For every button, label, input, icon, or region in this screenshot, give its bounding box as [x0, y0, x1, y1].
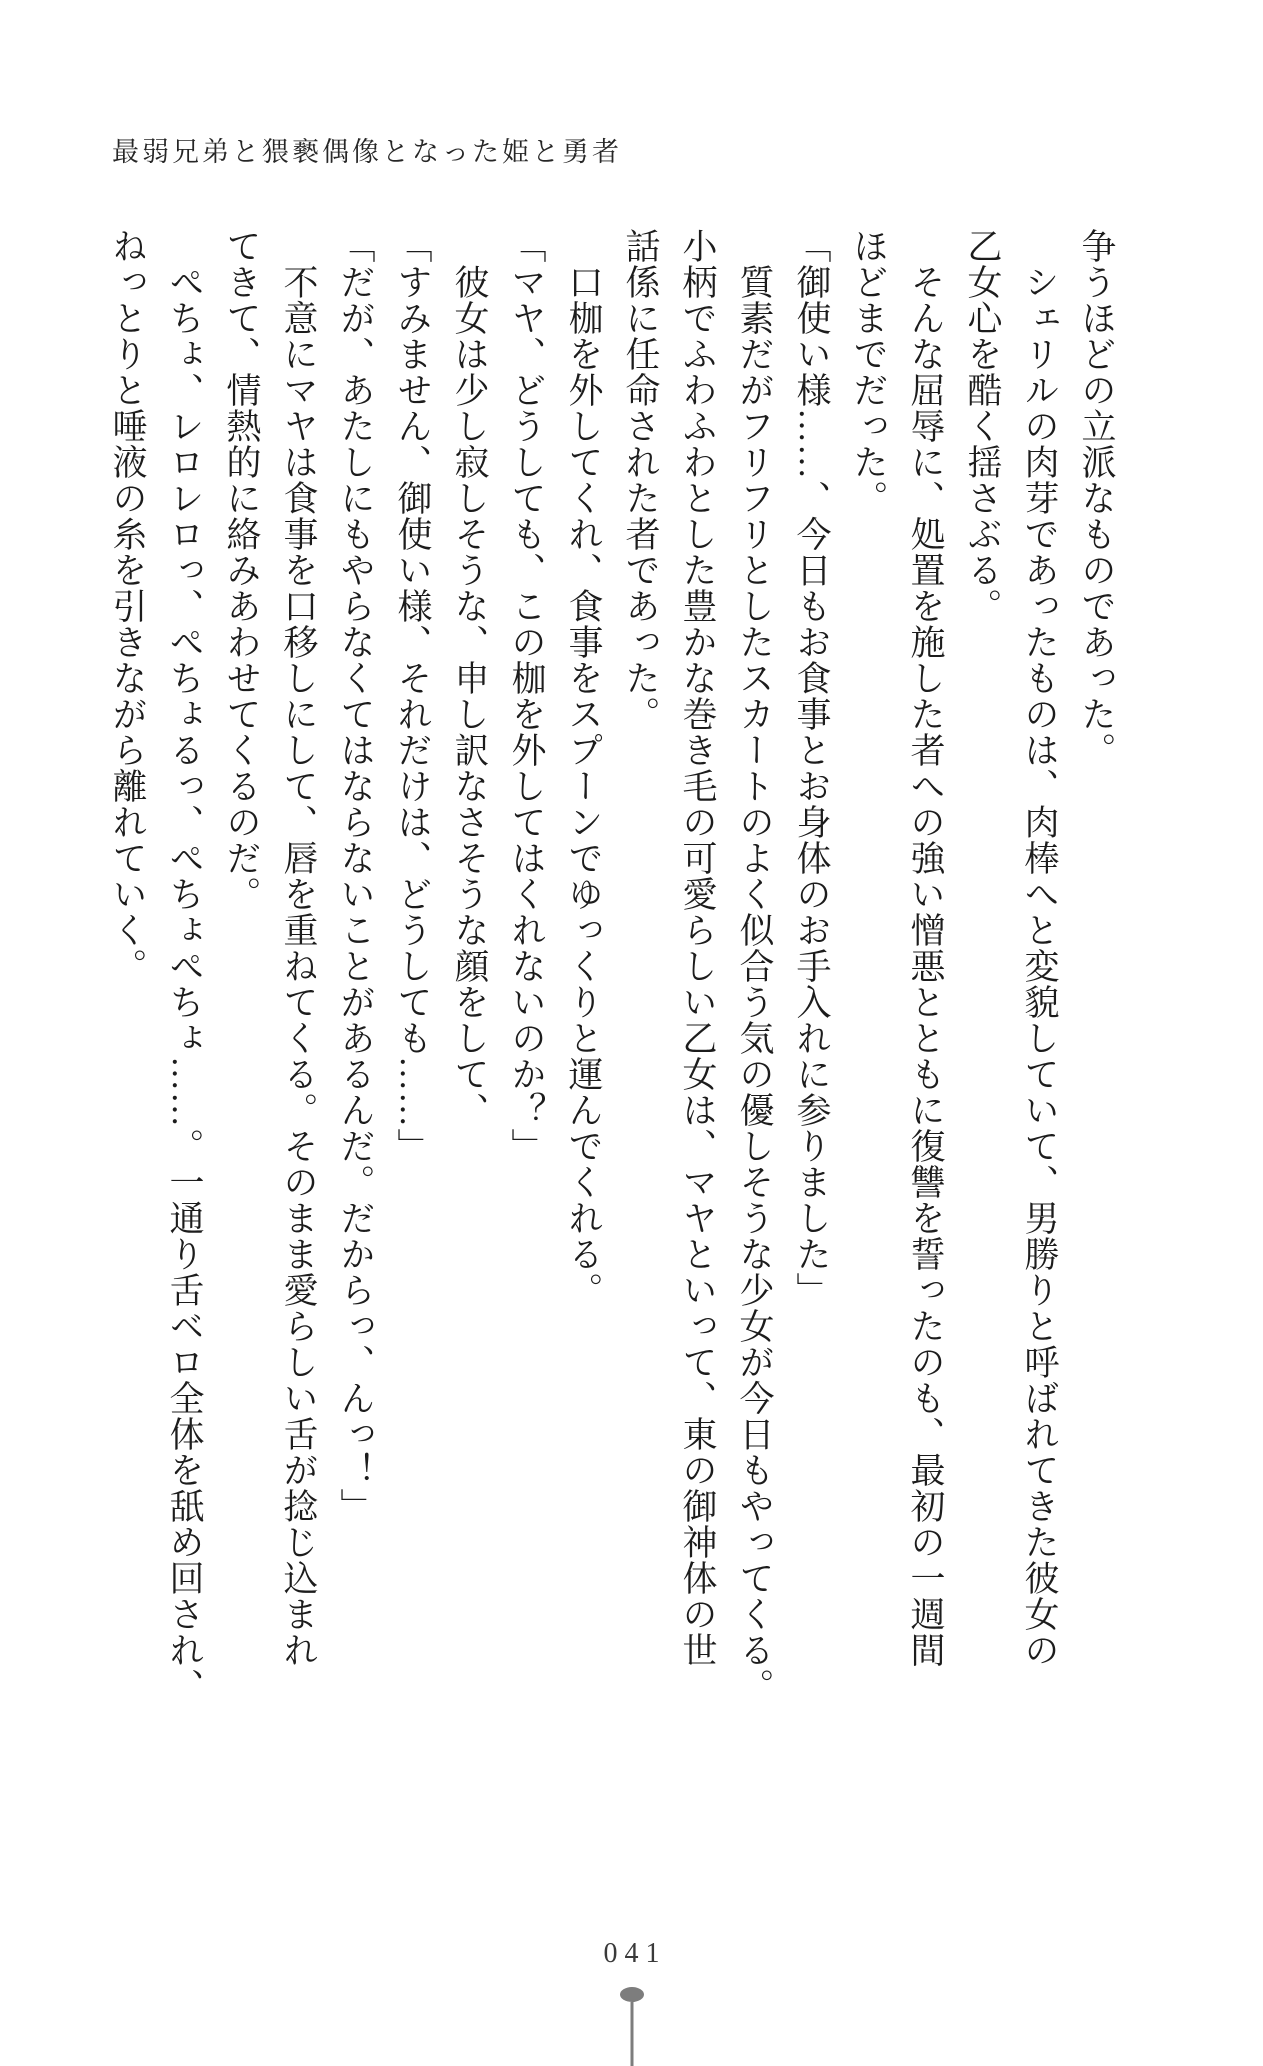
running-head: [112, 130, 622, 169]
text-line: 争うほどの立派なものであった。: [1077, 228, 1116, 768]
text-line: ぺちょ、レロレロっ、ぺちょるっ、ぺちょぺちょ……。一通り舌ベロ全体を舐め回され、: [165, 228, 204, 1704]
text-line: 「すみません、御使い様、それだけは、どうしても……」: [393, 228, 432, 1164]
book-title: 最弱兄弟と猥褻偶像となった姫と勇者: [112, 137, 622, 167]
footer-dot-ornament: [620, 1987, 644, 2002]
text-line: 話係に任命された者であった。: [621, 228, 660, 732]
text-line: 乙女心を酷く揺さぶる。: [963, 228, 1002, 624]
text-line: 「御使い様……、今日もお食事とお身体のお手入れに参りました」: [792, 228, 831, 1308]
text-line: 「だが、あたしにもやらなくてはならないことがあるんだ。だからっ、んっ！」: [336, 228, 375, 1524]
text-line: 不意にマヤは食事を口移しにして、唇を重ねてくる。そのまま愛らしい舌が捻じ込まれ: [279, 228, 318, 1668]
footer-vertical-rule: [630, 2002, 633, 2066]
text-line: 「マヤ、どうしても、この枷を外してはくれないのか？」: [507, 228, 546, 1164]
text-line: そんな屈辱に、処置を施した者への強い憎悪とともに復讐を誓ったのも、最初の一週間: [906, 228, 945, 1668]
text-line: 彼女は少し寂しそうな、申し訳なさそうな顔をして、: [450, 228, 489, 1128]
text-line: ねっとりと唾液の糸を引きながら離れていく。: [108, 228, 147, 984]
text-line: 質素だがフリフリとしたスカートのよく似合う気の優しそうな少女が今日もやってくる。: [735, 228, 774, 1704]
text-line: 口枷を外してくれ、食事をスプーンでゆっくりと運んでくれる。: [564, 228, 603, 1308]
body-text-block: [99, 228, 1125, 1728]
text-line: 小柄でふわふわとした豊かな巻き毛の可愛らしい乙女は、マヤといって、東の御神体の世: [678, 228, 717, 1668]
text-line: シェリルの肉芽であったものは、肉棒へと変貌していて、男勝りと呼ばれてきた彼女の: [1020, 228, 1059, 1668]
page-number: 041: [603, 1938, 667, 1969]
text-line: てきて、情熱的に絡みあわせてくるのだ。: [222, 228, 261, 912]
text-line: ほどまでだった。: [849, 228, 888, 516]
